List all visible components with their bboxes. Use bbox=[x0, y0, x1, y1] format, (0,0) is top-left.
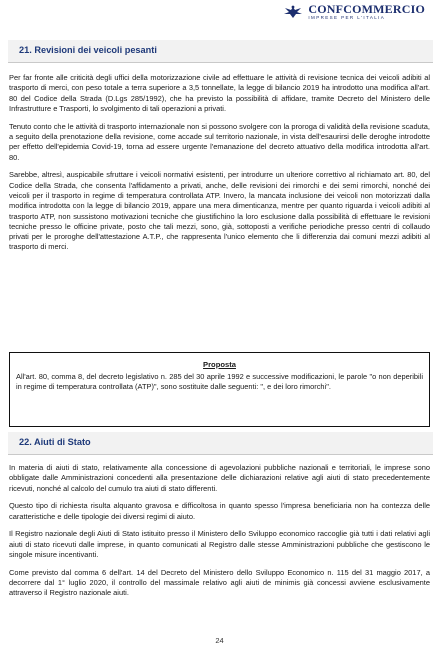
proposal-box bbox=[9, 352, 430, 427]
paragraph: Sarebbe, altresì, auspicabile sfruttare i veicoli normativi esistenti, per introdurre un ulteriore correttivo al richiamato art. 80, del Codice della Strada, che consenta l'affidamento a privati, anche, delle revisioni dei rimorchi e dei semi rimorchi, nonché dei veicoli per il trasporto in regime di temperatura controllata ATP. Invero, la mancata inclusione dei veicoli non motorizzati dalla modifica introdotta con la legge di bilancio 2019, appare una mera dimenticanza, mentre per quanto riguarda i veicoli adibiti al trasporto ATP, non sussistono motivazioni tecniche che giustifichino la loro esclusione dalla possibilità di effettuare le revisioni tecniche presso le officine private, posto che tali mezzi, sono, già, sottoposti a verifiche periodiche presso centri di collaudo privati per le proroghe dell'attestazione A.T.P., che rappresenta l'unico elemento che li differenzia dai comuni mezzi adibiti al trasporto di merci. bbox=[9, 170, 430, 252]
section-21-title: 21. Revisioni dei veicoli pesanti bbox=[19, 45, 157, 55]
paragraph: Come previsto dal comma 6 dell'art. 14 del Decreto del Ministero dello Sviluppo Economico n. 115 del 31 maggio 2017, a decorrere dal 1° luglio 2020, il controllo del massimale relativo agli aiuti de minimis già concessi avviene esclusivamente attraverso il Registro nazionale aiuti. bbox=[9, 567, 430, 598]
section-22-title: 22. Aiuti di Stato bbox=[19, 437, 91, 447]
section-21-header bbox=[8, 40, 433, 63]
proposal-text: All'art. 80, comma 8, del decreto legislativo n. 285 del 30 aprile 1992 e successive modificazioni, le parole "o non deperibili in regime di temperatura controllata (ATP)", sono sostituite dalle seguenti: ", e dei loro rimorchi". bbox=[16, 372, 423, 392]
logo-name: CONFCOMMERCIO bbox=[308, 2, 425, 16]
paragraph: Tenuto conto che le attività di trasporto internazionale non si possono svolgere con la proroga di validità della revisione scaduta, a seguito della prenotazione della revisione, come accade sul territorio nazionale, in vista dell'esaurirsi delle deroghe introdotte per effetto dell'epidemia Covid-19, torna ad essere urgente l'emanazione del decreto attuativo della modifica introdotta all'art. 80. bbox=[9, 121, 430, 162]
paragraph: Per far fronte alle criticità degli uffici della motorizzazione civile ad effettuare le attività di revisione tecnica dei veicoli adibiti al trasporto di merci, con peso totale a terra superiore a 3,5 tonnellate, la legge di bilancio 2019 ha introdotto una modifica all'art. 80 del Codice della Strada (D.Lgs 285/1992), che ha previsto la possibilità di affidare, tramite Decreto del Ministero delle Infrastrutture e Trasporti, lo svolgimento di tali operazioni a privati. bbox=[9, 73, 430, 113]
paragraph: Questo tipo di richiesta risulta alquanto gravosa e difficoltosa in quanto spesso l'impresa beneficiaria non ha contezza delle caratteristiche e delle tipologie dei diversi regimi di aiuto. bbox=[9, 501, 430, 521]
paragraph: Il Registro nazionale degli Aiuti di Stato istituito presso il Ministero dello Sviluppo economico raccoglie già tutti i dati relativi agli aiuti di stato ricevuti dalle imprese, in quanto comunicati al Registro dalle stesse Amministrazioni pubbliche che gestiscono le singole misure incentivanti. bbox=[9, 529, 430, 560]
confcommercio-logo bbox=[282, 3, 425, 21]
section-21-body bbox=[9, 73, 430, 260]
page-number: 24 bbox=[215, 636, 224, 645]
logo-tagline: IMPRESE PER L'ITALIA bbox=[308, 15, 386, 20]
paragraph: In materia di aiuti di stato, relativamente alla concessione di agevolazioni pubbliche nazionali e territoriali, le imprese sono obbligate dalle Amministrazioni concedenti alla presentazione delle dichiarazioni relative agli aiuti di stato precedentemente ricevuti, nonché al calcolo del cumulo tra aiuti di stato differenti. bbox=[9, 463, 430, 493]
section-22-header bbox=[8, 432, 433, 455]
section-22-body bbox=[9, 463, 430, 606]
proposal-title: Proposta bbox=[203, 360, 236, 369]
eagle-emblem-icon bbox=[282, 5, 304, 19]
